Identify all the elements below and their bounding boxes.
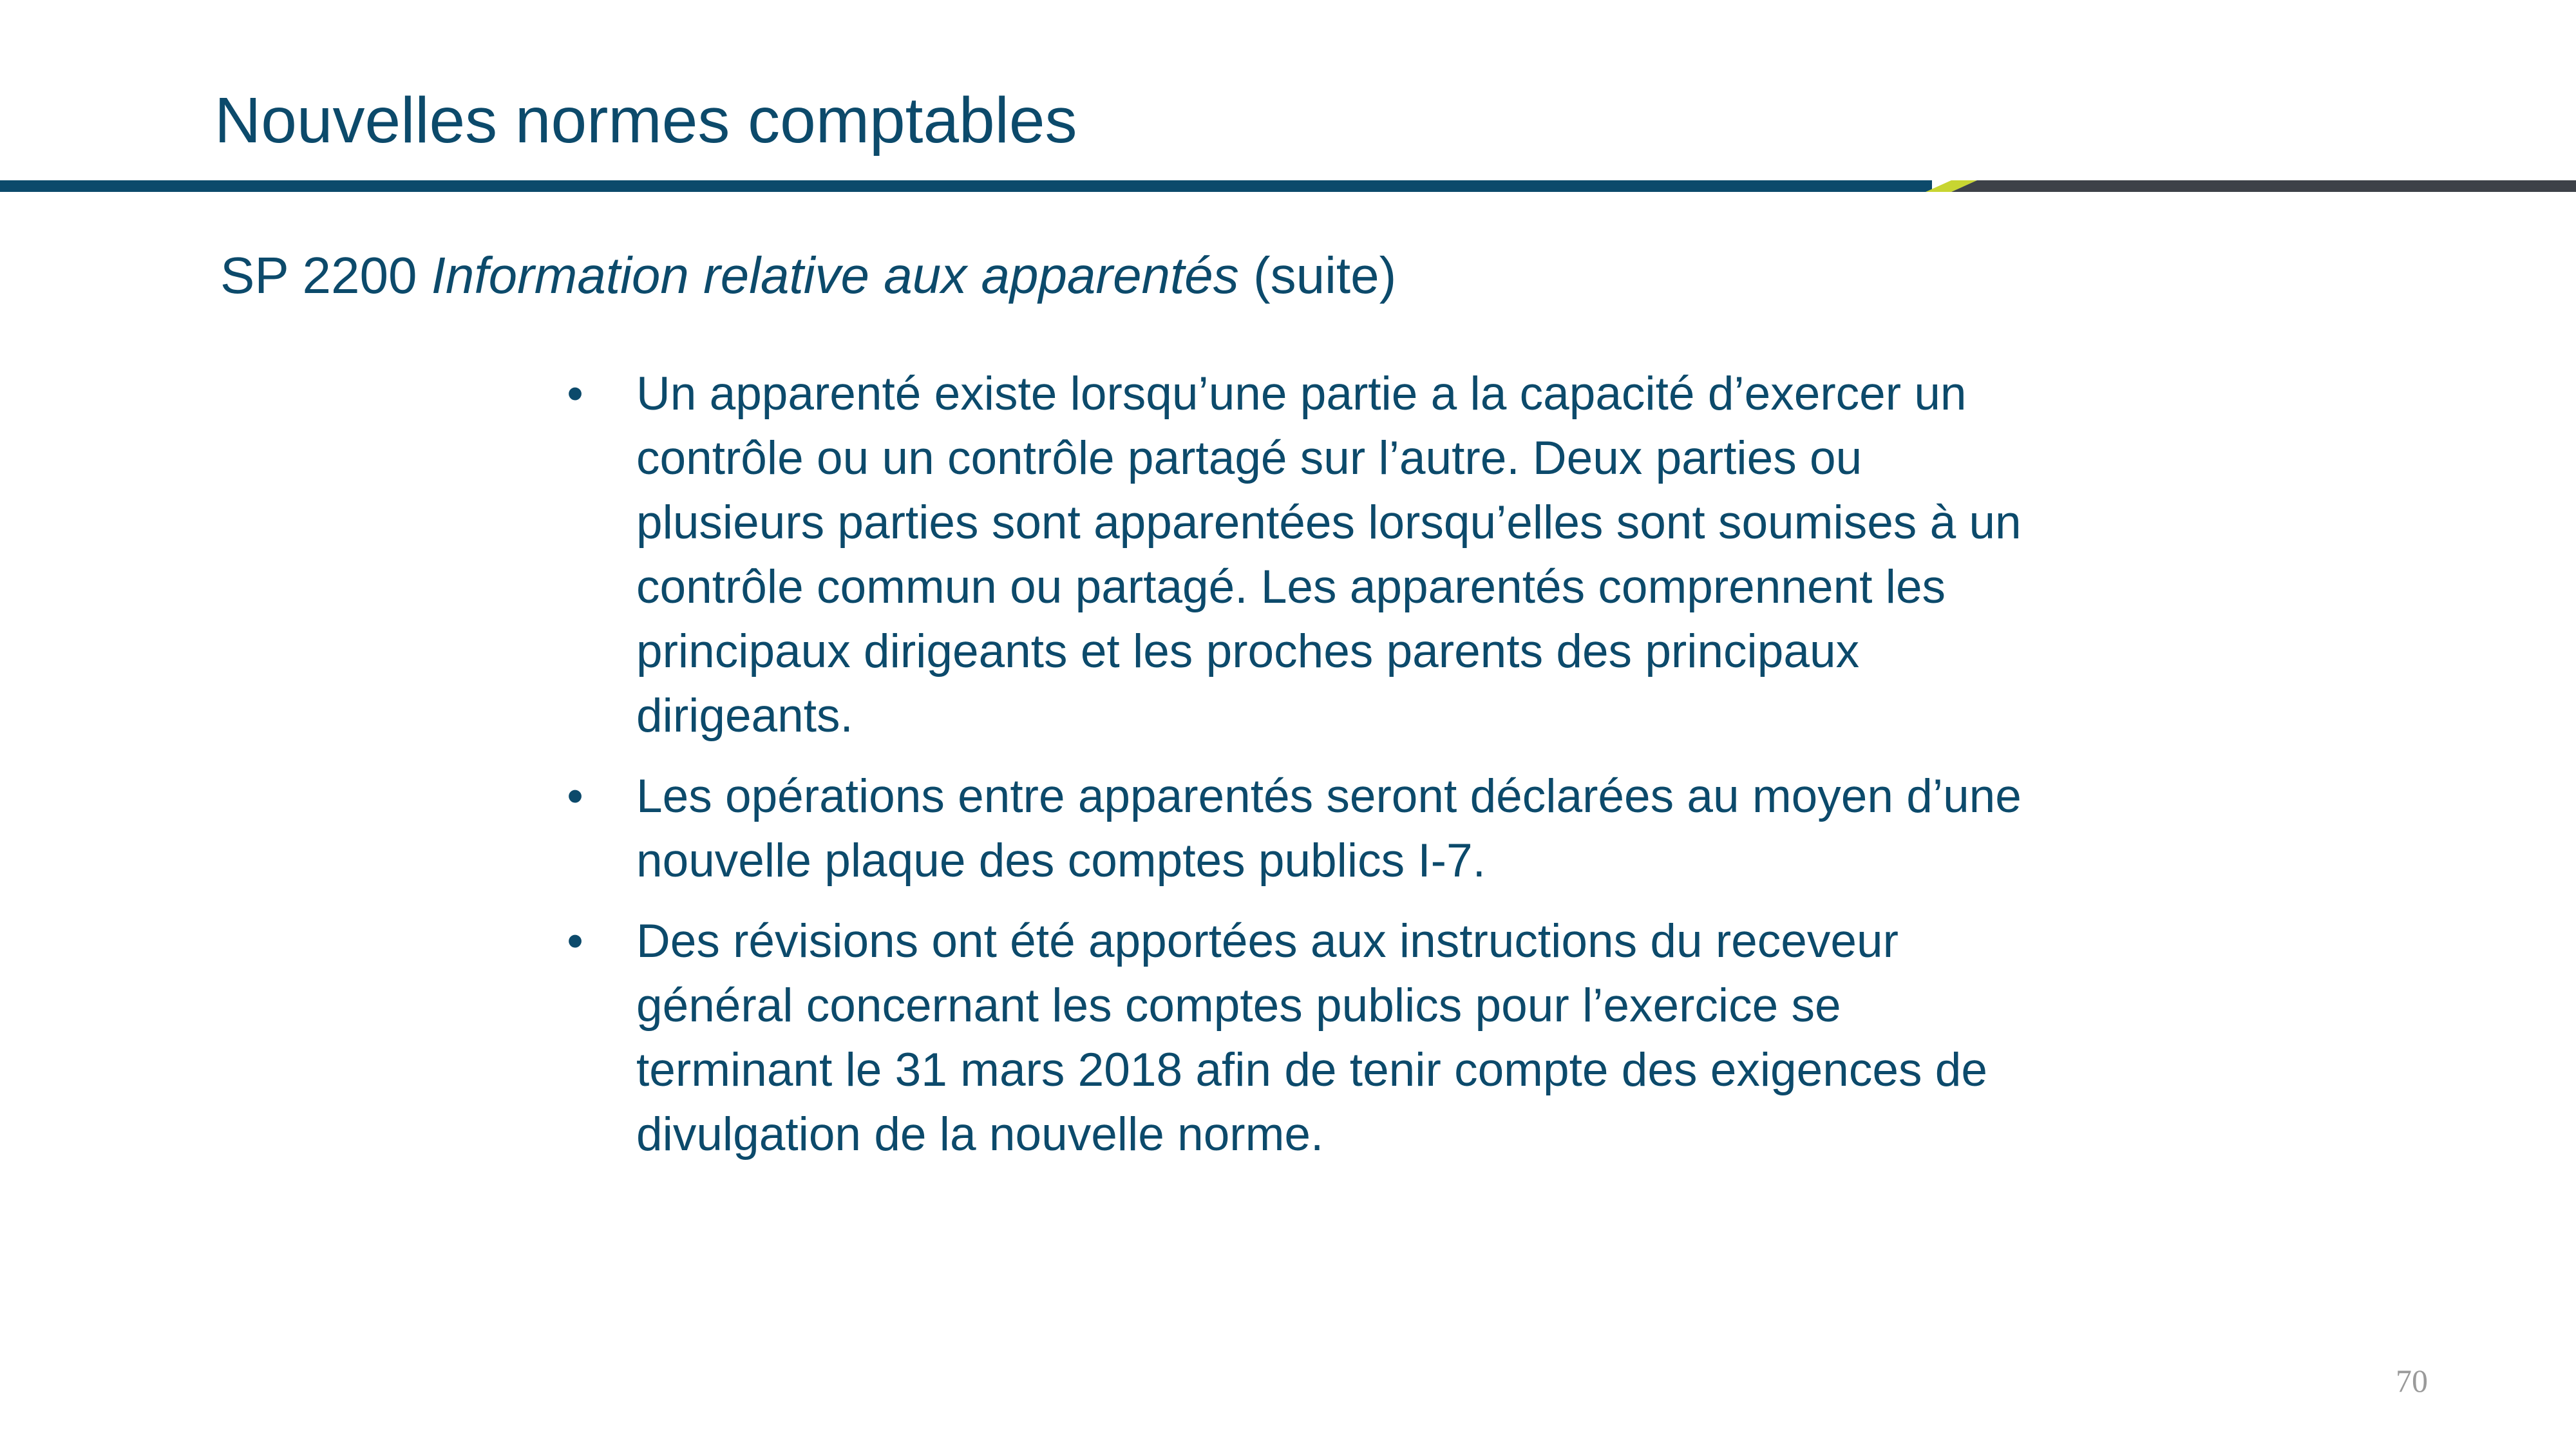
page-title: Nouvelles normes comptables (214, 84, 1077, 156)
page-number: 70 (2396, 1363, 2428, 1399)
header-rule-main (0, 180, 1932, 192)
header-rule-dark (1951, 180, 2576, 192)
header-divider (0, 180, 2576, 192)
section-subtitle (220, 245, 1396, 307)
bullet-icon: • (567, 915, 583, 967)
bullet-item (559, 764, 2040, 893)
bullet-item (559, 909, 2040, 1167)
standard-name: Information relative aux apparentés (431, 247, 1239, 304)
standard-code: SP 2200 (220, 247, 417, 304)
bullet-text: Des révisions ont été apportées aux instructions du receveur général concernant les comptes publics pour l’exercice se terminant le 31 mars 2018 afin de tenir compte des exigences de divulgation de la nouvelle norme. (636, 915, 1987, 1160)
bullet-icon: • (567, 770, 583, 822)
subtitle-suffix: (suite) (1253, 247, 1397, 304)
bullet-icon: • (567, 368, 583, 420)
bullet-item (559, 362, 2040, 748)
bullet-list (559, 362, 2040, 1183)
bullet-text: Un apparenté existe lorsqu’une partie a la capacité d’exercer un contrôle ou un contrôle partagé sur l’autre. Deux parties ou plusieurs parties sont apparentées lorsqu’elles sont soumises à un contrôle commun ou partagé. Les apparentés comprennent les principaux dirigeants et les proches parents des principaux dirigeants. (636, 368, 2022, 742)
bullet-text: Les opérations entre apparentés seront déclarées au moyen d’une nouvelle plaque des comptes publics I-7. (636, 770, 2022, 887)
